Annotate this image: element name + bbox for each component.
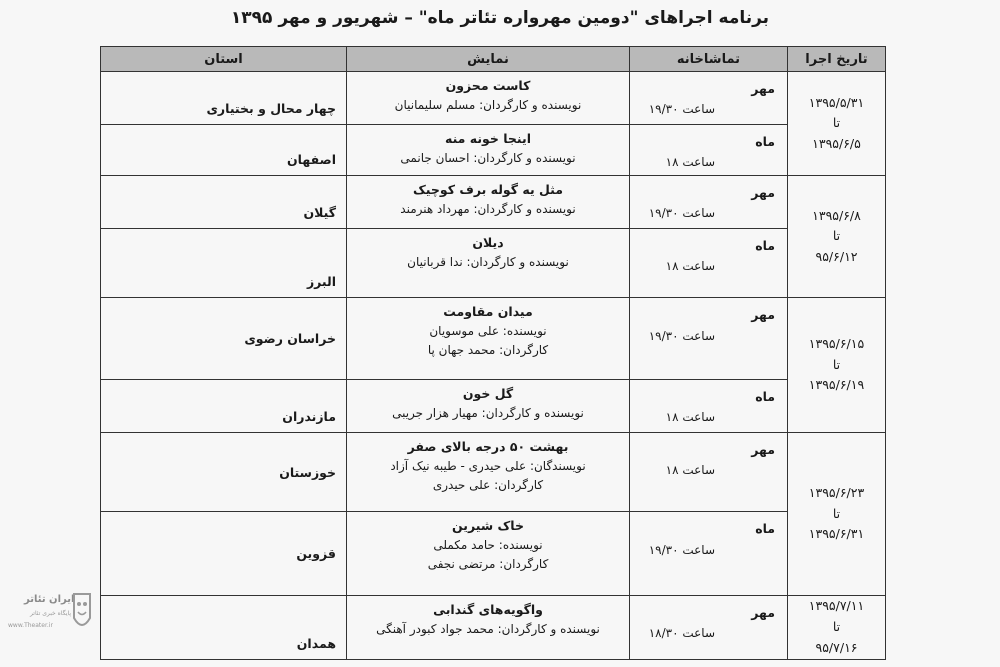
date-range-line: تا (832, 505, 841, 521)
date-range-line: تا (832, 228, 841, 244)
show-credit: نویسنده: حامد مکملی (433, 538, 543, 553)
province-cell: البرز (101, 228, 347, 297)
venue-name: مهر (751, 441, 775, 457)
date-range-line: ۱۳۹۵/۶/۵ (812, 135, 861, 151)
province-cell: مازندران (101, 379, 347, 432)
venue-cell (630, 432, 788, 512)
show-time: ساعت ۱۹/۳۰ (648, 206, 715, 221)
logo-tagline: پایگاه خبری تئاتر (30, 610, 72, 617)
show-title: کاست محزون (445, 78, 531, 93)
venue-cell (630, 175, 788, 228)
table-row (101, 72, 886, 125)
province-cell: اصفهان (101, 125, 347, 176)
show-credit: نویسنده و کارگردان: مهرداد هنرمند (400, 201, 576, 216)
date-range-line: ۹۵/۶/۱۲ (815, 248, 858, 264)
header-show: نمایش (347, 47, 630, 72)
show-cell (347, 125, 630, 176)
schedule-table (100, 46, 886, 660)
show-time: ساعت ۱۹/۳۰ (648, 328, 715, 343)
header-date: تاریخ اجرا (788, 47, 886, 72)
show-title: اینجا خونه منه (444, 131, 532, 146)
venue-name: ماه (755, 134, 775, 149)
table-row (101, 228, 886, 297)
header-row (101, 47, 886, 72)
venue-name: مهر (751, 307, 775, 323)
venue-cell (630, 298, 788, 380)
show-title: دیلان (472, 234, 504, 250)
show-credit: نویسنده و کارگردان: ندا قربانیان (407, 254, 569, 269)
province-cell: گیلان (101, 175, 347, 228)
date-range-cell (788, 432, 886, 595)
show-time: ساعت ۱۸/۳۰ (648, 626, 715, 641)
show-cell (347, 228, 630, 297)
venue-cell (630, 125, 788, 176)
show-title: مثل یه گوله برف کوچیک (412, 181, 564, 197)
show-title: واگویه‌های گندابی (433, 601, 543, 617)
show-time: ساعت ۱۸ (665, 463, 715, 478)
show-cell (347, 432, 630, 512)
show-cell (347, 595, 630, 659)
date-range-line: ۱۳۹۵/۶/۳۱ (808, 526, 865, 542)
show-time: ساعت ۱۸ (665, 155, 715, 170)
province-cell: چهار محال و بختیاری (101, 72, 347, 125)
table-row (101, 298, 886, 380)
show-credit: کارگردان: محمد جهان پا (427, 343, 549, 358)
show-credit: نویسنده و کارگردان: محمد جواد کبودر آهنگی (376, 621, 600, 636)
show-cell (347, 175, 630, 228)
province-cell: همدان (101, 595, 347, 659)
date-range-cell (788, 298, 886, 433)
date-range-line: ۱۳۹۵/۶/۸ (812, 207, 861, 223)
date-range-line: ۱۳۹۵/۶/۲۳ (808, 484, 865, 500)
show-credit: نویسنده و کارگردان: مسلم سلیمانیان (394, 98, 582, 112)
table-row (101, 379, 886, 432)
venue-name: مهر (751, 184, 775, 200)
date-range-line: ۱۳۹۵/۵/۳۱ (808, 94, 865, 110)
venue-cell (630, 595, 788, 659)
show-cell (347, 379, 630, 432)
show-credit: نویسنده: علی موسویان (429, 324, 547, 339)
logo-name: ایران تئاتر (24, 594, 75, 605)
venue-cell (630, 72, 788, 125)
show-credit: کارگردان: مرتضی نجفی (427, 557, 549, 572)
header-venue: تماشاخانه (630, 47, 788, 72)
show-cell (347, 512, 630, 596)
show-credit: نویسنده و کارگردان: احسان جانمی (400, 151, 576, 165)
province-cell: خراسان رضوی (101, 298, 347, 380)
table-row (101, 595, 886, 659)
date-range-line: تا (832, 356, 841, 372)
page-title: برنامه اجراهای "دومین مهرواره تئاتر ماه" – شهریور و مهر ۱۳۹۵ (230, 8, 770, 28)
venue-cell (630, 228, 788, 297)
table-row (101, 432, 886, 512)
venue-cell (630, 512, 788, 596)
date-range-line: تا (832, 619, 841, 635)
date-range-cell (788, 72, 886, 176)
province-cell: قزوین (101, 512, 347, 596)
date-range-line: ۹۵/۷/۱۶ (815, 639, 858, 655)
date-range-cell (788, 175, 886, 297)
header-province: استان (101, 47, 347, 72)
logo-url: www.Theater.ir (8, 622, 53, 629)
date-range-line: ۱۳۹۵/۶/۱۵ (808, 336, 865, 352)
table-row (101, 175, 886, 228)
venue-name: ماه (755, 388, 775, 404)
show-time: ساعت ۱۸ (665, 259, 715, 274)
venue-name: مهر (751, 81, 775, 96)
table-row (101, 512, 886, 596)
show-credit: نویسنده و کارگردان: مهیار هزار جریبی (392, 405, 584, 420)
date-range-cell (788, 595, 886, 659)
show-cell (347, 298, 630, 380)
theater-mask-icon (70, 592, 94, 636)
site-logo (6, 592, 96, 652)
show-credit: نویسندگان: علی حیدری - طیبه نیک آزاد (390, 458, 586, 473)
show-cell (347, 72, 630, 125)
venue-cell (630, 379, 788, 432)
date-range-line: ۱۳۹۵/۶/۱۹ (808, 377, 865, 393)
show-title: میدان مقاومت (443, 304, 533, 320)
show-title: خاک شیرین (452, 518, 524, 534)
show-title: گل خون (462, 385, 514, 401)
show-time: ساعت ۱۹/۳۰ (648, 102, 715, 117)
show-time: ساعت ۱۹/۳۰ (648, 542, 715, 557)
date-range-line: ۱۳۹۵/۷/۱۱ (808, 598, 865, 614)
venue-name: ماه (755, 521, 775, 537)
venue-name: مهر (751, 604, 775, 620)
date-range-line: تا (832, 115, 841, 131)
show-title: بهشت ۵۰ درجه بالای صفر (407, 438, 569, 454)
province-cell: خوزستان (101, 432, 347, 512)
venue-name: ماه (755, 237, 775, 253)
table-row (101, 125, 886, 176)
show-credit: کارگردان: علی حیدری (432, 477, 544, 492)
show-time: ساعت ۱۸ (665, 410, 715, 425)
